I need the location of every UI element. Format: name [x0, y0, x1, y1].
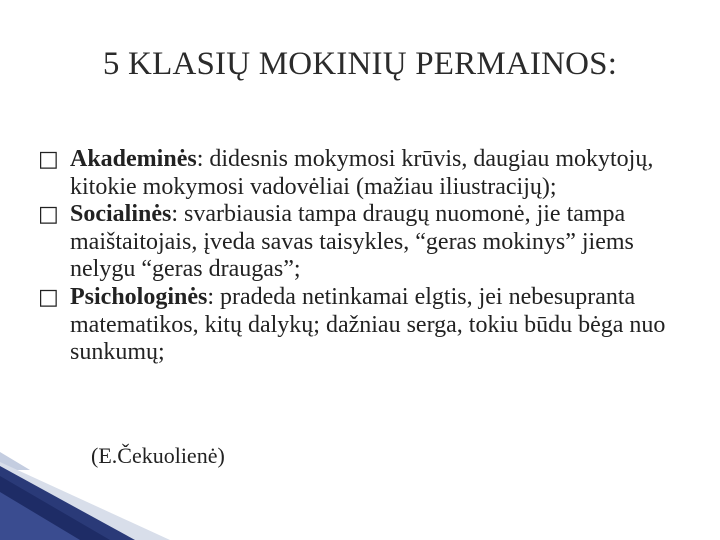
bullet-text: : svarbiausia tampa draugų nuomonė, jie tampa maištaitojais, įveda savas taisykles, “geras mokinys” jiems nelygu “geras draugas”;: [70, 201, 634, 283]
bullet-item-psychological: [38, 284, 698, 367]
bullet-item-academic: [38, 146, 698, 201]
bullet-term: Psichologinės: [70, 283, 208, 310]
citation: (E.Čekuolienė): [91, 443, 225, 468]
bullet-term: Socialinės: [70, 201, 172, 228]
bullet-text: : didesnis mokymosi krūvis, daugiau mokytojų, kitokie mokymosi vadovėliai (mažiau iliustracijų);: [70, 146, 654, 200]
checkbox-square-icon: □: [38, 284, 59, 310]
bullet-list: [38, 146, 698, 367]
bullet-text: : pradeda netinkamai elgtis, jei nebesupranta matematikos, kitų dalykų; dažniau serga, tokiu būdu bėga nuo sunkumų;: [70, 283, 666, 366]
bullet-item-social: [38, 201, 698, 284]
checkbox-square-icon: □: [38, 202, 59, 228]
checkbox-square-icon: □: [38, 147, 59, 172]
bullet-term: Akademinės: [70, 146, 197, 172]
slide-title: 5 KLASIŲ MOKINIŲ PERMAINOS:: [102, 46, 618, 82]
